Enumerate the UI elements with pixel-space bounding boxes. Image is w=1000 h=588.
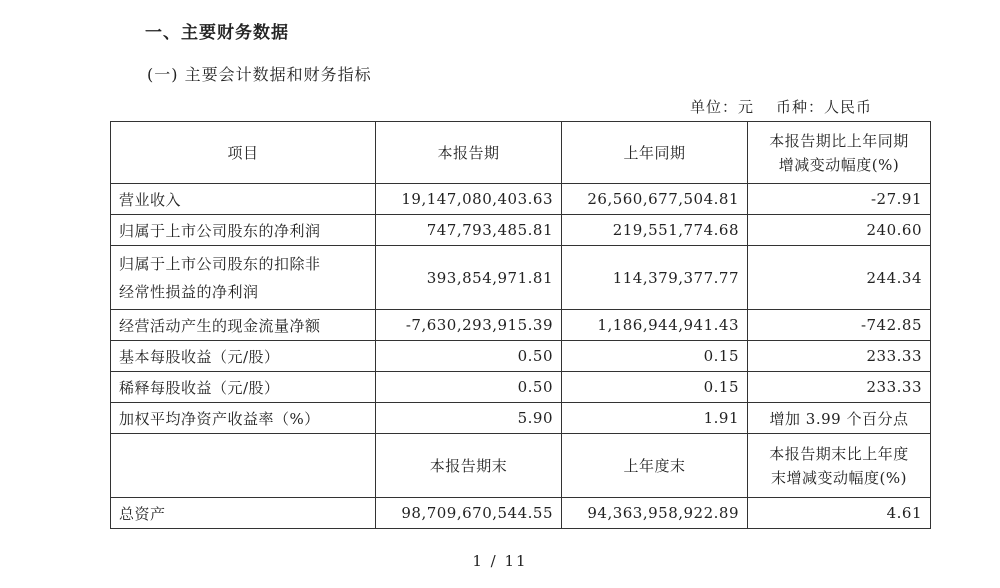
row-item-line1: 归属于上市公司股东的扣除非 (119, 254, 321, 273)
section-title: 一、主要财务数据 (145, 23, 289, 43)
subheader-change-line1: 本报告期末比上年度 (769, 444, 909, 463)
row-prior: 1,186,944,941.43 (562, 310, 748, 341)
header-change-line2: 增减变动幅度(%) (778, 155, 900, 174)
row-change: 240.60 (748, 215, 931, 246)
header-item: 项目 (111, 122, 376, 184)
row-item: 基本每股收益（元/股） (111, 341, 376, 372)
row-item: 稀释每股收益（元/股） (111, 372, 376, 403)
subheader-current: 本报告期末 (376, 434, 562, 498)
row-change: 4.61 (748, 498, 931, 529)
row-prior: 94,363,958,922.89 (562, 498, 748, 529)
row-prior: 219,551,774.68 (562, 215, 748, 246)
page-number: 1 / 11 (472, 552, 528, 570)
row-item: 总资产 (111, 498, 376, 529)
row-prior: 114,379,377.77 (562, 246, 748, 310)
row-item: 归属于上市公司股东的净利润 (111, 215, 376, 246)
subheader-item (111, 434, 376, 498)
unit-line (690, 96, 872, 117)
row-change: -27.91 (748, 184, 931, 215)
row-current: 0.50 (376, 341, 562, 372)
table-row (111, 310, 931, 341)
row-current: 98,709,670,544.55 (376, 498, 562, 529)
row-current: 393,854,971.81 (376, 246, 562, 310)
row-current: -7,630,293,915.39 (376, 310, 562, 341)
header-change (748, 122, 931, 184)
table-row (111, 498, 931, 529)
row-prior: 26,560,677,504.81 (562, 184, 748, 215)
table-row (111, 372, 931, 403)
row-change: 244.34 (748, 246, 931, 310)
sub-title: (一) 主要会计数据和财务指标 (147, 65, 372, 84)
table-row (111, 341, 931, 372)
table-header (111, 122, 931, 184)
row-item (111, 246, 376, 310)
row-change: 233.33 (748, 372, 931, 403)
row-current: 0.50 (376, 372, 562, 403)
row-change: 增加 3.99 个百分点 (748, 403, 931, 434)
row-current: 19,147,080,403.63 (376, 184, 562, 215)
table-subheader (111, 434, 931, 498)
unit-label: 单位：元 (690, 98, 755, 116)
header-current: 本报告期 (376, 122, 562, 184)
row-item-line2: 经常性损益的净利润 (119, 282, 259, 301)
financial-table (110, 121, 931, 529)
table-row (111, 403, 931, 434)
row-item: 营业收入 (111, 184, 376, 215)
table-row (111, 246, 931, 310)
row-change: -742.85 (748, 310, 931, 341)
header-change-line1: 本报告期比上年同期 (769, 131, 909, 150)
subheader-change-line2: 末增减变动幅度(%) (771, 468, 907, 487)
row-item: 加权平均净资产收益率（%） (111, 403, 376, 434)
currency-label: 币种：人民币 (776, 98, 873, 116)
row-current: 5.90 (376, 403, 562, 434)
header-prior: 上年同期 (562, 122, 748, 184)
row-prior: 1.91 (562, 403, 748, 434)
row-item: 经营活动产生的现金流量净额 (111, 310, 376, 341)
row-change: 233.33 (748, 341, 931, 372)
table-row (111, 184, 931, 215)
table-row (111, 215, 931, 246)
row-current: 747,793,485.81 (376, 215, 562, 246)
row-prior: 0.15 (562, 341, 748, 372)
subheader-change (748, 434, 931, 498)
subheader-prior: 上年度末 (562, 434, 748, 498)
row-prior: 0.15 (562, 372, 748, 403)
